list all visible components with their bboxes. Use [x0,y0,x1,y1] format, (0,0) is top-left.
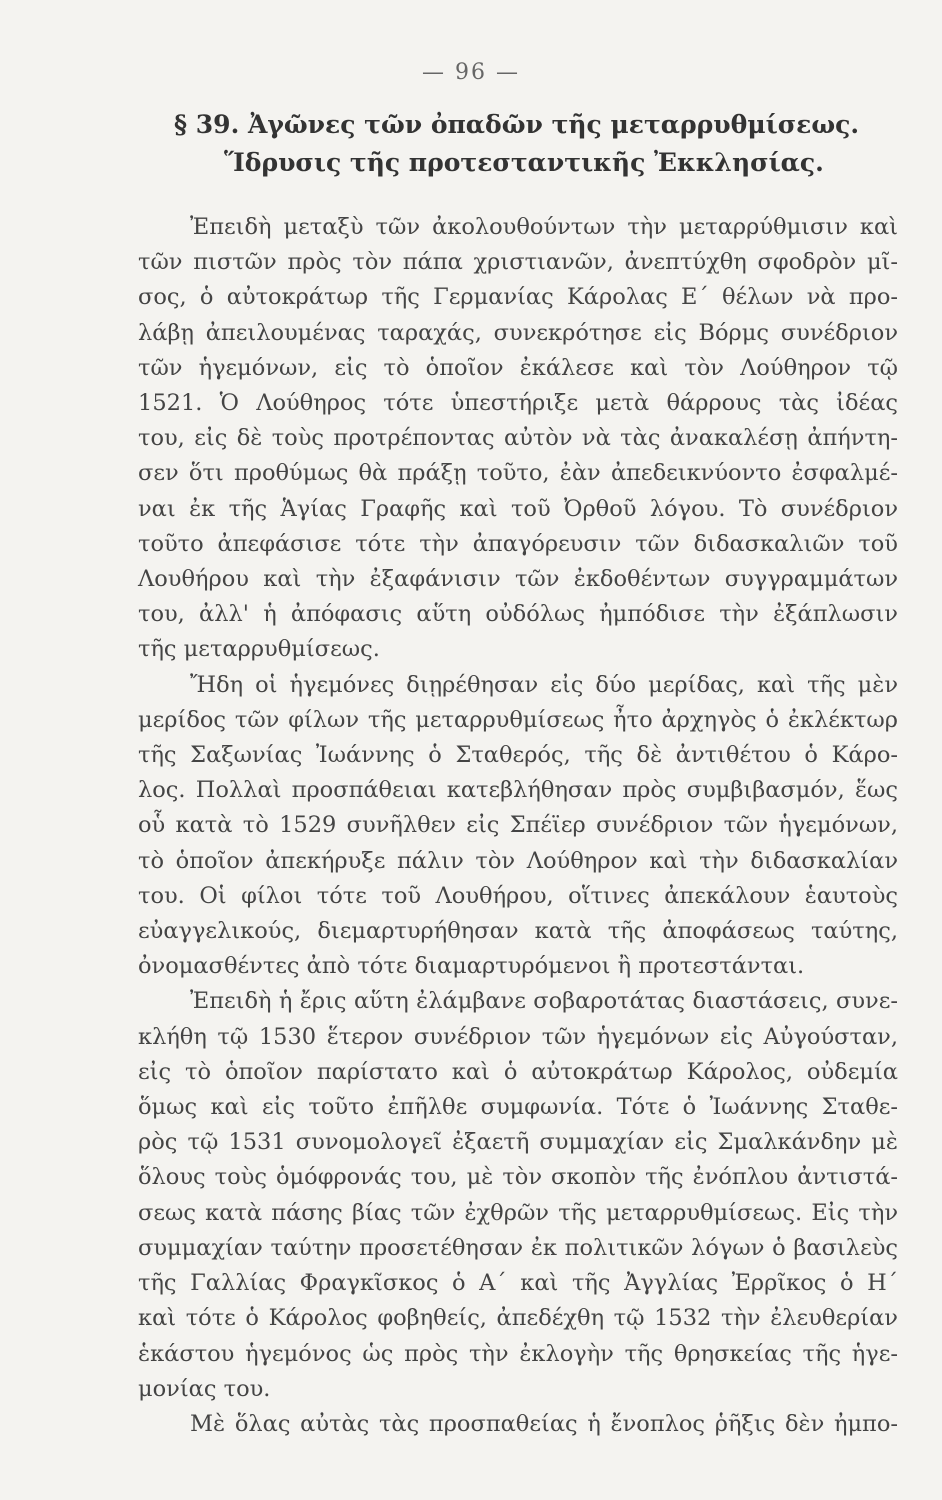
text-line: συμμαχίαν ταύτην προσετέθησαν ἐκ πολιτικῶν λόγων ὁ βασιλεὺς [138,1234,898,1261]
text-line: τῶν πιστῶν πρὸς τὸν πάπα χριστιανῶν, ἀνεπτύχθη σφοδρὸν μῖ- [138,249,898,276]
text-line: ὅμως καὶ εἰς τοῦτο ἐπῆλθε συμφωνία. Τότε ὁ Ἰωάννης Σταθε- [138,1094,898,1121]
text-line: λάβῃ ἀπειλουμένας ταραχάς, συνεκρότησε εἰς Βόρμς συνέδριον [138,319,898,346]
text-line: του. Οἱ φίλοι τότε τοῦ Λουθήρου, οἵτινες ἀπεκάλουν ἑαυτοὺς [138,882,898,909]
text-line: τὸ ὁποῖον ἀπεκήρυξε πάλιν τὸν Λούθηρον καὶ τὴν διδασκαλίαν [138,847,898,874]
page-number: — 96 — [422,60,520,85]
text-line: εὐαγγελικούς, διεμαρτυρήθησαν κατὰ τῆς ἀποφάσεως ταύτης, [138,918,898,945]
text-line: ὅλους τοὺς ὁμόφρονάς του, μὲ τὸν σκοπὸν τῆς ἐνόπλου ἀντιστά- [138,1164,898,1191]
text-line: τοῦτο ἀπεφάσισε τότε τὴν ἀπαγόρευσιν τῶν διδασκαλιῶν τοῦ [138,530,898,557]
text-line: λος. Πολλαὶ προσπάθειαι κατεβλήθησαν πρὸς συμβιβασμόν, ἕως [138,777,898,804]
text-line: τῆς Γαλλίας Φραγκῖσκος ὁ Α΄ καὶ τῆς Ἀγγλίας Ἐρρῖκος ὁ Η΄ [138,1270,898,1297]
text-line: οὗ κατὰ τὸ 1529 συνῆλθεν εἰς Σπέϊερ συνέδριον τῶν ἡγεμόνων, [138,812,898,839]
text-line: τῆς Σαξωνίας Ἰωάννης ὁ Σταθερός, τῆς δὲ ἀντιθέτου ὁ Κάρο- [138,742,898,769]
text-line: ρὸς τῷ 1531 συνομολογεῖ ἐξαετῆ συμμαχίαν εἰς Σμαλκάνδην μὲ [138,1129,898,1156]
text-line: σεως κατὰ πάσης βίας τῶν ἐχθρῶν τῆς μεταρρυθμίσεως. Εἰς τὴν [138,1199,898,1226]
text-line: Μὲ ὅλας αὐτὰς τὰς προσπαθείας ἡ ἔνοπλος ῥῆξις δὲν ἠμπο- [190,1410,898,1437]
text-line: σος, ὁ αὐτοκράτωρ τῆς Γερμανίας Κάρολας Ε΄ θέλων νὰ προ- [138,284,898,311]
section-heading [150,106,890,182]
text-line: σεν ὅτι προθύμως θὰ πράξῃ τοῦτο, ἐὰν ἀπεδεικνύοντο ἐσφαλμέ- [138,460,898,487]
section-title: § 39. Ἀγῶνες τῶν ὀπαδῶν τῆς μεταρρυθμίσεως. [174,110,860,139]
section-subtitle: Ἵδρυσις τῆς προτεσταντικῆς Ἐκκλησίας. [224,148,824,177]
text-line: Λουθήρου καὶ τὴν ἐξαφάνισιν τῶν ἐκδοθέντων συγγραμμάτων [138,566,898,593]
text-line: τῆς μεταρρυθμίσεως. [138,636,380,663]
text-line: του, εἰς δὲ τοὺς προτρέποντας αὐτὸν νὰ τὰς ἀνακαλέσῃ ἀπήντη- [138,425,898,452]
text-line: ἑκάστου ἡγεμόνος ὡς πρὸς τὴν ἐκλογὴν τῆς θρησκείας τῆς ἡγε- [138,1340,898,1367]
text-line: ναι ἐκ τῆς Ἁγίας Γραφῆς καὶ τοῦ Ὀρθοῦ λόγου. Τὸ συνέδριον [138,495,898,522]
text-line: τῶν ἡγεμόνων, εἰς τὸ ὁποῖον ἐκάλεσε καὶ τὸν Λούθηρον τῷ [138,354,898,381]
text-line: του, ἀλλ' ἡ ἀπόφασις αὕτη οὐδόλως ἠμπόδισε τὴν ἐξάπλωσιν [138,601,898,628]
text-line: μονίας του. [138,1375,271,1402]
text-line: ὀνομασθέντες ἀπὸ τότε διαμαρτυρόμενοι ἢ προτεστάνται. [138,953,805,980]
text-line: Ἐπειδὴ ἡ ἔρις αὕτη ἐλάμβανε σοβαροτάτας διαστάσεις, συνε- [190,988,898,1015]
text-line: κλήθη τῷ 1530 ἕτερον συνέδριον τῶν ἡγεμόνων εἰς Αὐγούσταν, [138,1023,898,1050]
text-line: 1521. Ὁ Λούθηρος τότε ὑπεστήριξε μετὰ θάρρους τὰς ἰδέας [138,390,898,417]
text-line: Ἐπειδὴ μεταξὺ τῶν ἀκολουθούντων τὴν μεταρρύθμισιν καὶ [190,214,898,240]
text-line: μερίδος τῶν φίλων τῆς μεταρρυθμίσεως ἦτο ἀρχηγὸς ὁ ἐκλέκτωρ [138,706,898,733]
body-text [138,210,898,1442]
text-line: εἰς τὸ ὁποῖον παρίστατο καὶ ὁ αὐτοκράτωρ Κάρολος, οὐδεμία [138,1058,898,1085]
text-line: καὶ τότε ὁ Κάρολος φοβηθείς, ἀπεδέχθη τῷ 1532 τὴν ἐλευθερίαν [138,1305,898,1332]
text-line: Ἤδη οἱ ἡγεμόνες διῃρέθησαν εἰς δύο μερίδας, καὶ τῆς μὲν [190,671,898,698]
